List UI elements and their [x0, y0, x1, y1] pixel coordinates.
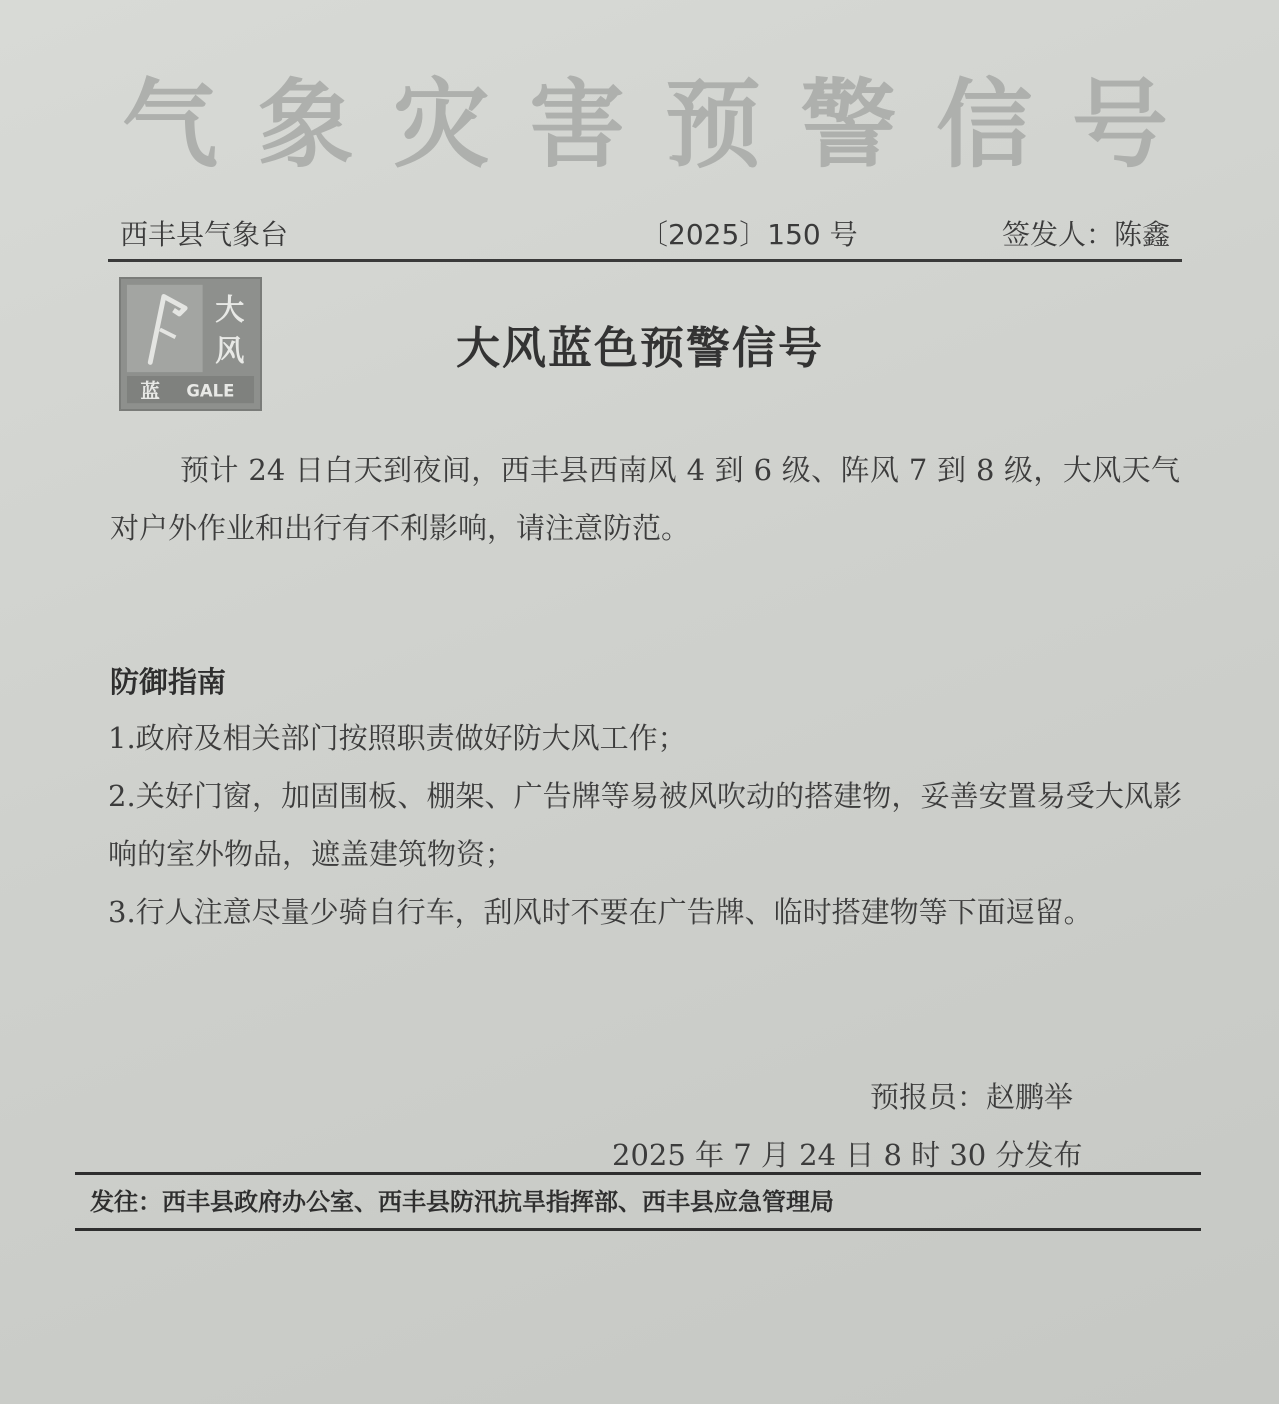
masthead-char: 号: [1071, 69, 1168, 181]
gale-blue-signal-icon: [119, 277, 262, 411]
document-number: 〔2025〕150 号: [640, 218, 858, 251]
masthead-char: 灾: [393, 69, 490, 181]
warning-paragraph: 预计 24 日白天到夜间，西丰县西南风 4 到 6 级、阵风 7 到 8 级，大风天气对户外作业和出行有不利影响，请注意防范。: [110, 453, 1180, 545]
masthead-char: 信: [936, 69, 1033, 181]
signer: 签发人：陈鑫: [1001, 218, 1170, 251]
footer-divider-bottom: [75, 1228, 1201, 1231]
header-divider: [108, 259, 1182, 262]
signal-char: 大: [215, 292, 245, 327]
masthead-char: 象: [257, 69, 354, 181]
signal-char: 风: [215, 333, 245, 368]
guide-item: 1.政府及相关部门按照职责做好防大风工作；: [108, 721, 687, 755]
guide-item: 2.关好门窗，加固围板、棚架、广告牌等易被风吹动的搭建物，妥善安置易受大风影响的室外物品，遮盖建筑物资；: [108, 779, 1182, 871]
recipients: 发往：西丰县政府办公室、西丰县防汛抗旱指挥部、西丰县应急管理局: [90, 1188, 834, 1216]
issue-time: 2025 年 7 月 24 日 8 时 30 分发布: [612, 1138, 1083, 1172]
guide-list: [108, 709, 1182, 941]
signal-color-label: 蓝: [140, 379, 160, 403]
issuing-organization: 西丰县气象台: [120, 218, 289, 251]
masthead-char: 气: [122, 69, 218, 181]
guide-item: 3.行人注意尽量少骑自行车，刮风时不要在广告牌、临时搭建物等下面逗留。: [108, 895, 1093, 929]
document-header: [120, 213, 1170, 257]
masthead-char: 警: [800, 69, 897, 181]
forecaster: 预报员：赵鹏举: [870, 1080, 1074, 1114]
masthead-char: 预: [664, 69, 761, 181]
signal-en-label: GALE: [186, 381, 235, 401]
masthead-char: 害: [529, 69, 626, 181]
masthead-title: [110, 70, 1180, 180]
guide-heading: 防御指南: [110, 665, 227, 699]
document-title: 大风蓝色预警信号: [456, 323, 824, 374]
footer-divider-top: [75, 1172, 1201, 1175]
